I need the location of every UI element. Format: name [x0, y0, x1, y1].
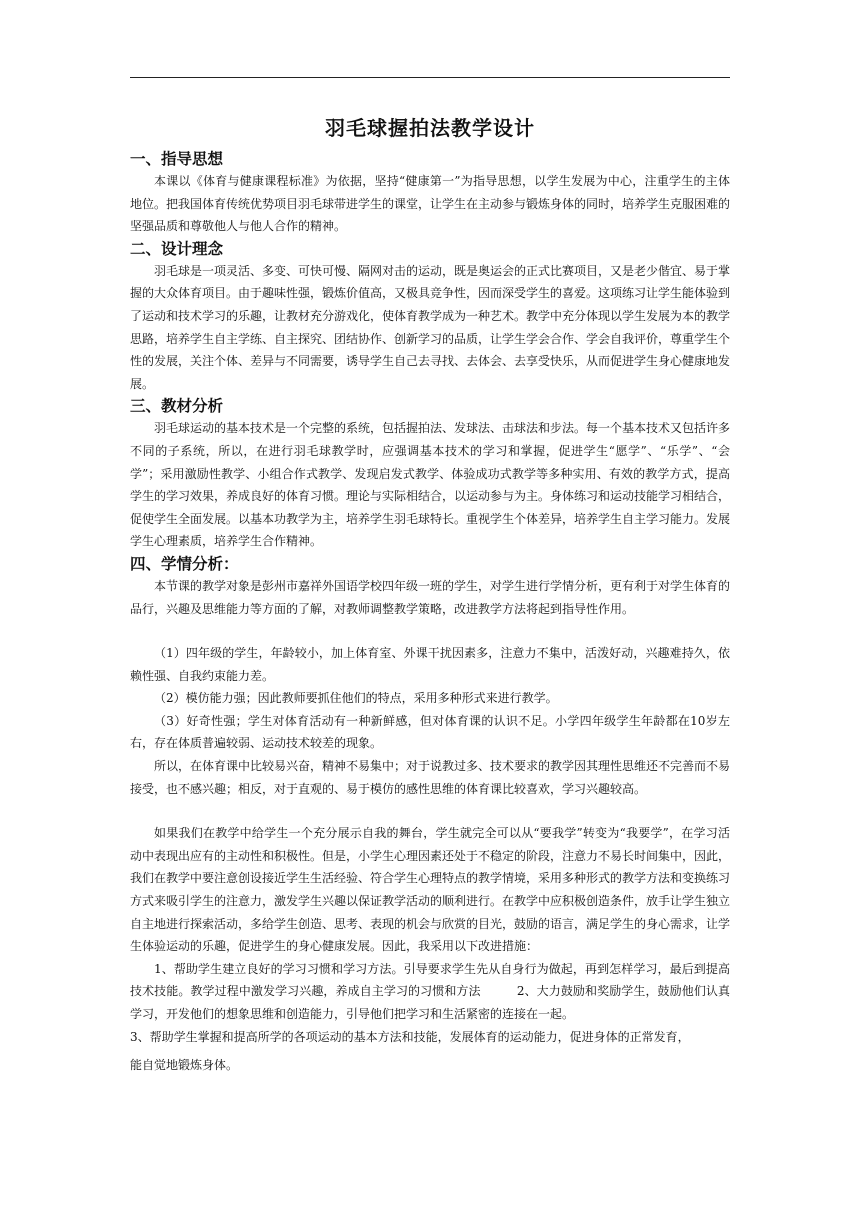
- paragraph-conclusion: 所以，在体育课中比较易兴奋，精神不易集中；对于说教过多、技术要求的教学因其理性思维还不完善而不易接受，也不感兴趣；相反，对于直观的、易于模仿的感性思维的体育课比较喜欢，学习兴趣较高。: [130, 759, 731, 796]
- blank-line: [130, 800, 730, 822]
- paragraph-guiding-thought: 本课以《体育与健康课程标准》为依据，坚持“健康第一”为指导思想，以学生发展为中心，注重学生的主体地位。把我国体育传统优势项目羽毛球带进学生的课堂，让学生在主动参与锻炼身体的同时，培养学生克服困难的坚强品质和尊敬他人与他人合作的精神。: [130, 174, 731, 234]
- document-page: [130, 112, 730, 1077]
- paragraph-measure-3-end: 能自觉地锻炼身体。: [130, 1058, 239, 1073]
- paragraph-design-concept: 羽毛球是一项灵活、多变、可快可慢、隔网对击的运动，既是奥运会的正式比赛项目，又是老少偕宜、易于掌握的大众体育项目。由于趣味性强，锻炼价值高，又极具竞争性，因而深受学生的喜爱。这项练习让学生能体验到了运动和技术学习的乐趣，让教材充分游戏化，使体育教学成为一种艺术。教学中充分体现以学生发展为本的教学思路，培养学生自主学练、自主探究、团结协作、创新学习的品质，让学生学会合作、学会自我评价，尊重学生个性的发展，关注个体、差异与不同需要，诱导学生自己去寻找、去体会、去享受快乐，从而促进学生身心健康地发展。: [130, 263, 731, 391]
- paragraph-measure-1-2: 1、帮助学生建立良好的学习习惯和学习方法。引导要求学生先从自身行为做起，再到怎样学习，最后到提高技术技能。教学过程中激发学习兴趣，养成自主学习的习惯和方法 2、大力鼓励和奖励学生，鼓励他们认真学习，开发他们的想象思维和创造能力，引导他们把学习和生活紧密的连接在一起。: [130, 961, 730, 1021]
- paragraph-point-2: （2）模仿能力强；因此教师要抓住他们的特点，采用多种形式来进行教学。: [154, 691, 558, 706]
- paragraph-point-3: （3）好奇性强；学生对体育活动有一种新鲜感，但对体育课的认识不足。小学四年级学生年龄都在10岁左右，存在体质普遍较弱、运动技术较差的现象。: [130, 713, 730, 751]
- section-heading-design-concept: 二、设计理念: [130, 239, 224, 258]
- paragraph-student-analysis: 本节课的教学对象是彭州市嘉祥外国语学校四年级一班的学生，对学生进行学情分析，更有利于对学生体育的品行，兴趣及思维能力等方面的了解，对教师调整教学策略，改进教学方法将起到指导性作用。: [130, 578, 731, 616]
- blank-line: [130, 620, 730, 642]
- section-heading-guiding-thought: 一、指导思想: [130, 150, 224, 168]
- paragraph-material-analysis: 羽毛球运动的基本技术是一个完整的系统，包括握拍法、发球法、击球法和步法。每一个基本技术又包括许多不同的子系统，所以，在进行羽毛球教学时，应强调基本技术的学习和掌握，促进学生“愿学”、“乐学”、“会学”；采用激励性教学、小组合作式教学、发现启发式教学、体验成功式教学等多种实用、有效的教学方式，提高学生的学习效果，养成良好的体育习惯。理论与实际相结合，以运动参与为主。身体练习和运动技能学习相结合，促使学生全面发展。以基本功教学为主，培养学生羽毛球特长。重视学生个体差异，培养学生自主学习能力。发展学生心理素质，培养学生合作精神。: [130, 421, 731, 549]
- document-title: 羽毛球握拍法教学设计: [325, 116, 535, 140]
- paragraph-measure-3: 3、帮助学生掌握和提高所学的各项运动的基本方法和技能，发展体育的运动能力，促进身体的正常发育，: [130, 1029, 690, 1044]
- section-heading-student-analysis: 四、学情分析：: [130, 554, 239, 573]
- section-heading-material-analysis: 三、教材分析: [130, 397, 224, 416]
- header-rule: [130, 77, 730, 78]
- paragraph-point-1: （1）四年级的学生，年龄较小，加上体育室、外课干扰因素多，注意力不集中，活泼好动，兴趣难持久，依赖性强、自我约束能力差。: [130, 646, 730, 683]
- paragraph-stage: 如果我们在教学中给学生一个充分展示自我的舞台，学生就完全可以从“要我学”转变为“我要学”，在学习活动中表现出应有的主动性和积极性。但是，小学生心理因素还处于不稳定的阶段，注意力不易长时间集中，因此，我们在教学中要注意创设接近学生生活经验、符合学生心理特点的教学情境，采用多种形式的教学方法和变换练习方式来吸引学生的注意力，激发学生兴趣以保证教学活动的顺利进行。在教学中应积极创造条件，放手让学生独立自主地进行探索活动，多给学生创造、思考、表现的机会与欣赏的目光，鼓励的语言，满足学生的身心需求，让学生体验运动的乐趣，促进学生的身心健康发展。因此，我采用以下改进措施：: [130, 826, 731, 954]
